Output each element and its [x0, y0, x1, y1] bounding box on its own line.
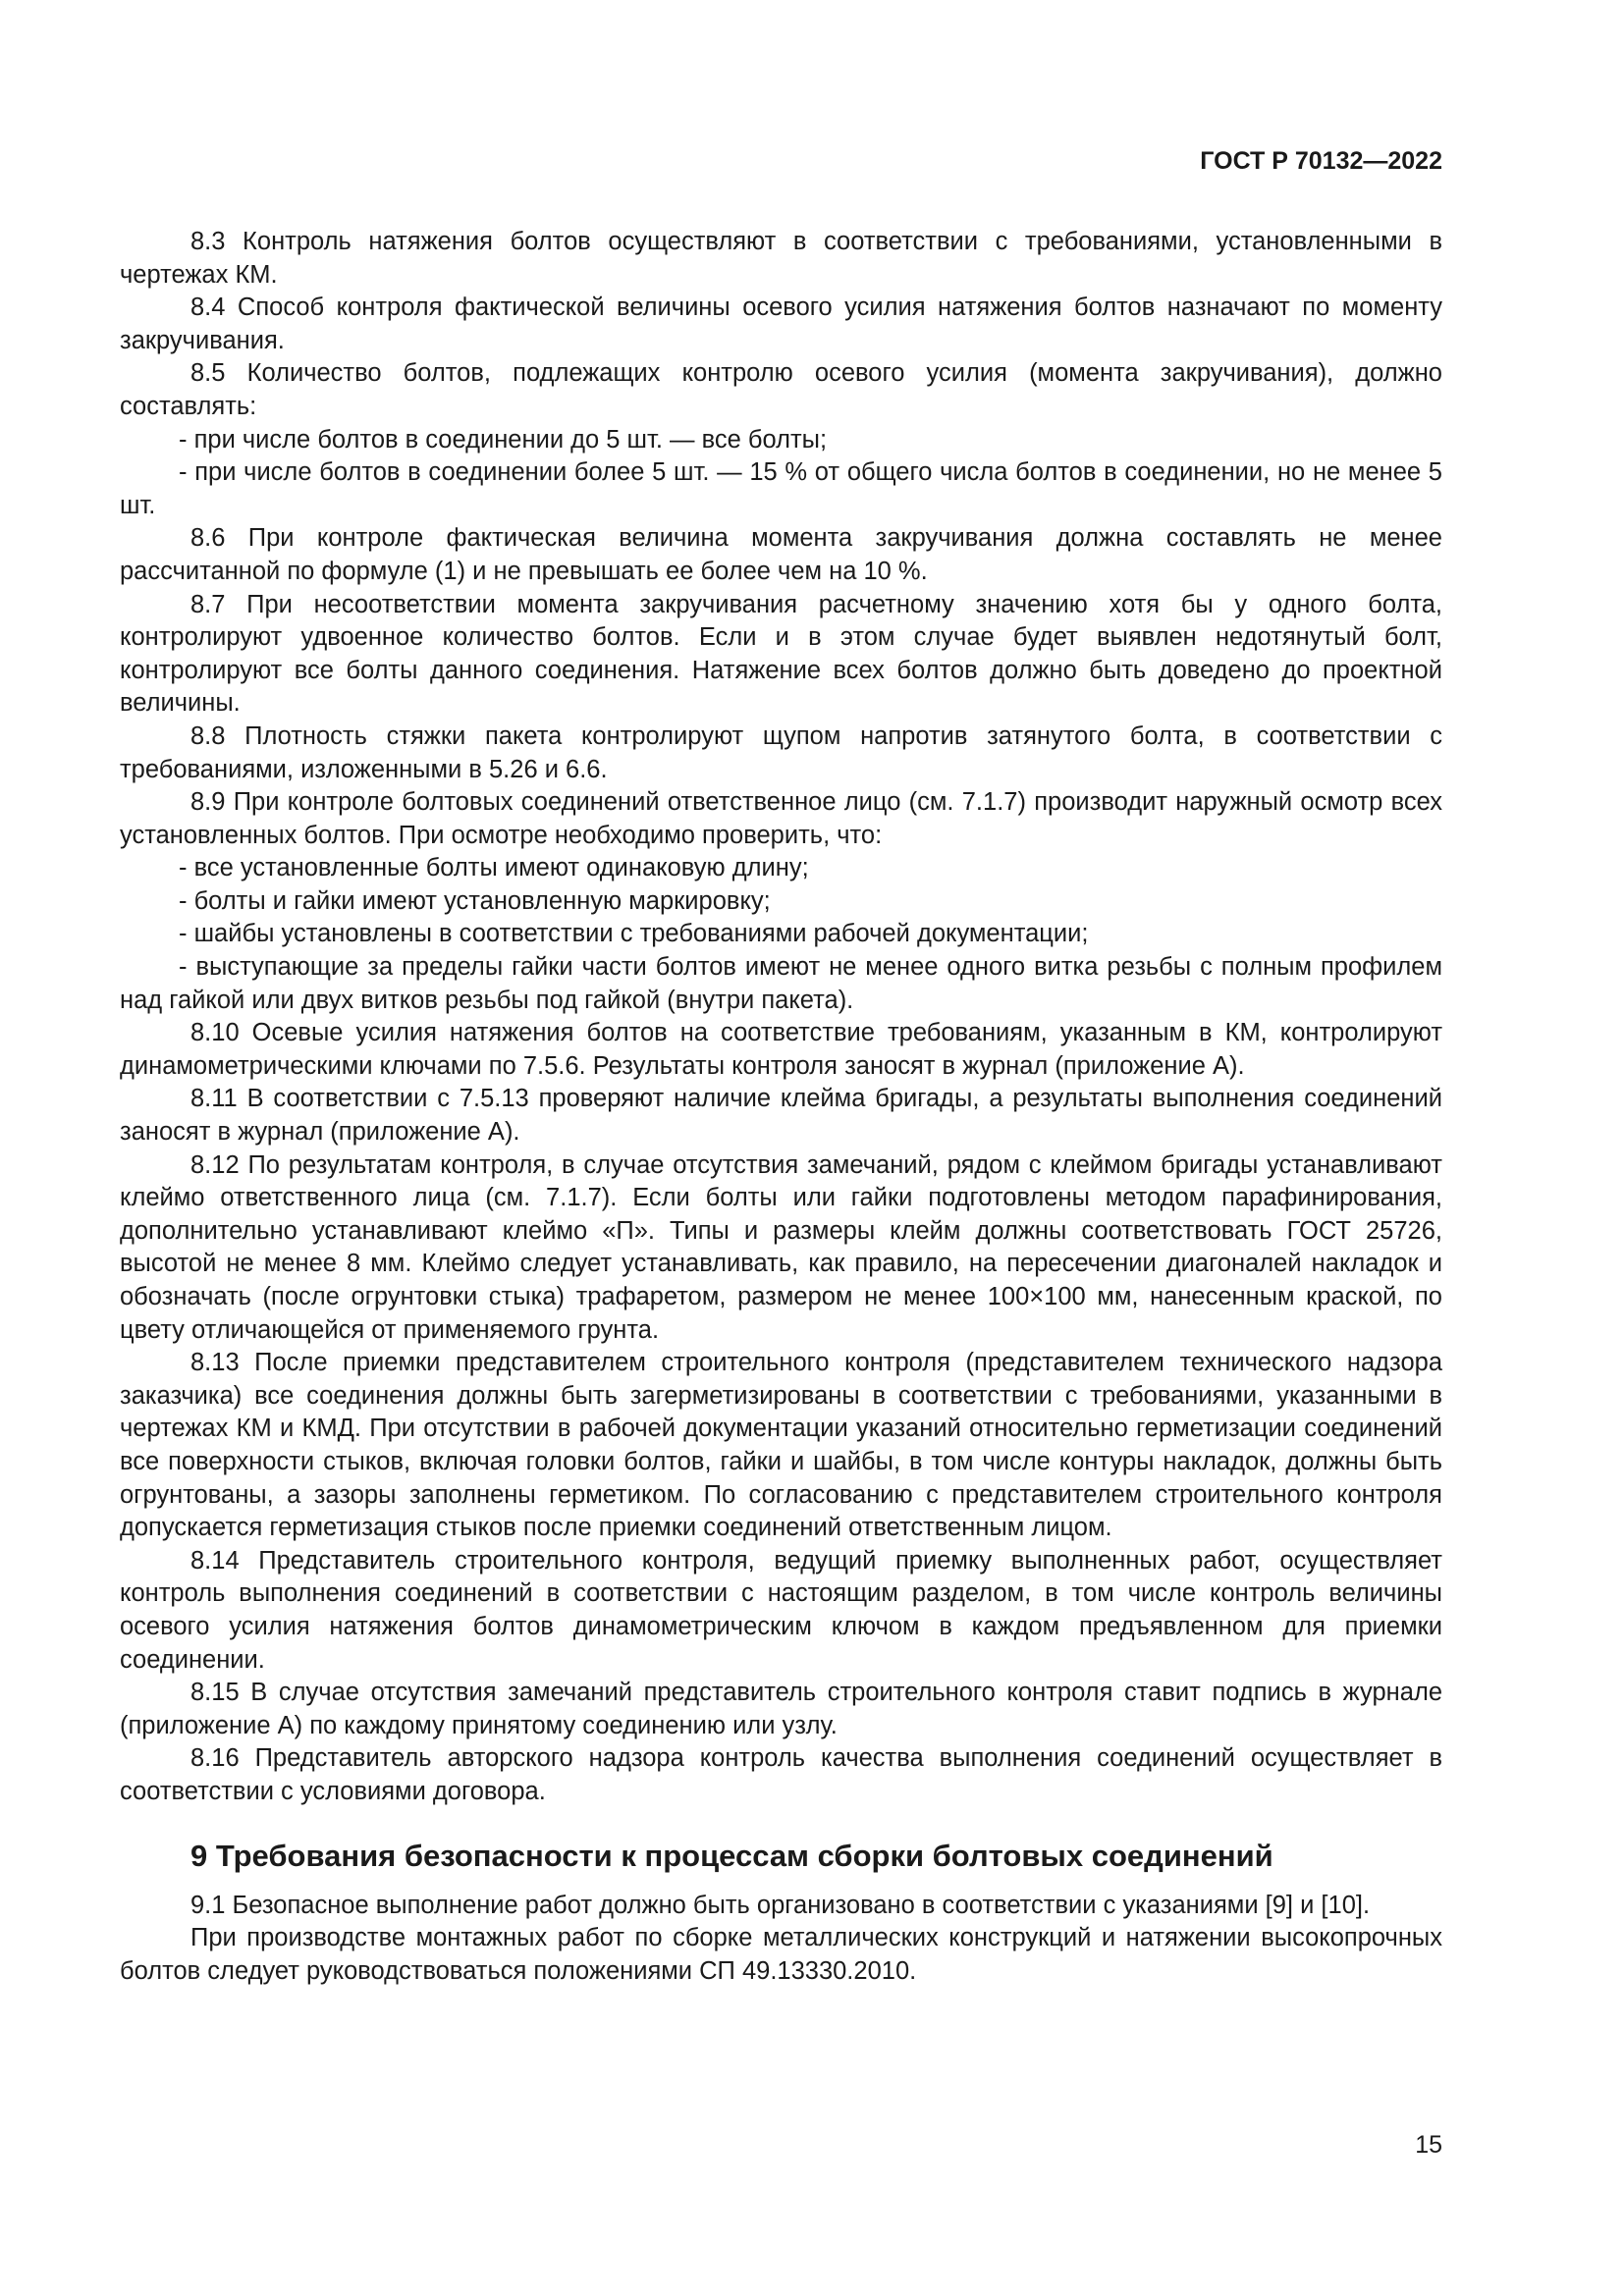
paragraph: 8.10 Осевые усилия натяжения болтов на соответствие требованиям, указанным в КМ, контролируют динамометрическими ключами по 7.5.6. Результаты контроля заносят в журнал (приложение А). [120, 1019, 1442, 1080]
paragraph: 9.1 Безопасное выполнение работ должно быть организовано в соответствии с указаниями [9] и [10]. [190, 1891, 1371, 1919]
paragraph: 8.14 Представитель строительного контроля, ведущий приемку выполненных работ, осуществляет контроль выполнения соединений в соответствии с настоящим разделом, в том числе контроль величины осевого усилия натяжения болтов динамометрическим ключом в каждом предъявленном для приемки соединении. [120, 1546, 1442, 1674]
paragraph: 8.4 Способ контроля фактической величины осевого усилия натяжения болтов назначают по моменту закручивания. [120, 294, 1442, 354]
list-item: - все установленные болты имеют одинаковую длину; [179, 854, 809, 882]
paragraph: 8.8 Плотность стяжки пакета контролируют щупом напротив затянутого болта, в соответствии с требованиями, изложенными в 5.26 и 6.6. [120, 721, 1442, 783]
paragraph: 8.16 Представитель авторского надзора контроль качества выполнения соединений осуществляет в соответствии с условиями договора. [120, 1744, 1442, 1805]
list-item: - шайбы установлены в соответствии с требованиями рабочей документации; [179, 920, 1089, 948]
document-body [120, 226, 1442, 1988]
paragraph: 8.13 После приемки представителем строительного контроля (представителем технического надзора заказчика) все соединения должны быть загерметизированы в соответствии с требованиями, указанными в чертежах КМ и КМД. При отсутствии в рабочей документации указаний относительно герметизации соединений все поверхности стыков, включая головки болтов, гайки и шайбы, в том числе контуры накладок, должны быть огрунтованы, а зазоры заполнены герметиком. По согласованию с представителем строительного контроля допускается герметизация стыков после приемки соединений ответственным лицом. [120, 1349, 1442, 1542]
list-item: - болты и гайки имеют установленную маркировку; [179, 886, 771, 915]
paragraph: 8.3 Контроль натяжения болтов осуществляют в соответствии с требованиями, установленными в чертежах КМ. [120, 228, 1442, 289]
section-heading: 9 Требования безопасности к процессам сборки болтовых соединений [190, 1838, 1273, 1873]
list-item: - при числе болтов в соединении более 5 шт. — 15 % от общего числа болтов в соединении, но не менее 5 шт. [120, 458, 1442, 519]
list-item: - при числе болтов в соединении до 5 шт. — все болты; [179, 425, 828, 454]
paragraph: 8.11 В соответствии с 7.5.13 проверяют наличие клейма бригады, а результаты выполнения соединений заносят в журнал (приложение А). [120, 1085, 1442, 1147]
paragraph: При производстве монтажных работ по сборке металлических конструкций и натяжении высокопрочных болтов следует руководствоваться положениями СП 49.13330.2010. [120, 1924, 1442, 1985]
paragraph: 8.6 При контроле фактическая величина момента закручивания должна составлять не менее рассчитанной по формуле (1) и не превышать ее более чем на 10 %. [120, 524, 1442, 585]
paragraph: 8.12 По результатам контроля, в случае отсутствия замечаний, рядом с клеймом бригады устанавливают клеймо ответственного лица (см. 7.1.7). Если болты или гайки подготовлены методом парафинирования, дополнительно устанавливают клеймо «П». Типы и размеры клейм должны соответствовать ГОСТ 25726, высотой не менее 8 мм. Клеймо следует устанавливать, как правило, на пересечении диагоналей накладок и обозначать (после огрунтовки стыка) трафаретом, размером не менее 100×100 мм, нанесенным краской, по цвету отличающейся от применяемого грунта. [120, 1150, 1442, 1344]
paragraph: 8.15 В случае отсутствия замечаний представитель строительного контроля ставит подпись в журнале (приложение А) по каждому принятому соединению или узлу. [120, 1679, 1442, 1739]
paragraph: 8.9 При контроле болтовых соединений ответственное лицо (см. 7.1.7) производит наружный осмотр всех установленных болтов. При осмотре необходимо проверить, что: [120, 788, 1442, 849]
page-number: 15 [1415, 2131, 1442, 2159]
document-header: ГОСТ Р 70132—2022 [1200, 147, 1442, 175]
list-item: - выступающие за пределы гайки части болтов имеют не менее одного витка резьбы с полным профилем над гайкой или двух витков резьбы под гайкой (внутри пакета). [120, 953, 1442, 1014]
paragraph: 8.7 При несоответствии момента закручивания расчетному значению хотя бы у одного болта, контролируют удвоенное количество болтов. Если и в этом случае будет выявлен недотянутый болт, контролируют все болты данного соединения. Натяжение всех болтов должно быть доведено до проектной величины. [120, 590, 1442, 718]
paragraph: 8.5 Количество болтов, подлежащих контролю осевого усилия (момента закручивания), должно составлять: [120, 359, 1442, 420]
